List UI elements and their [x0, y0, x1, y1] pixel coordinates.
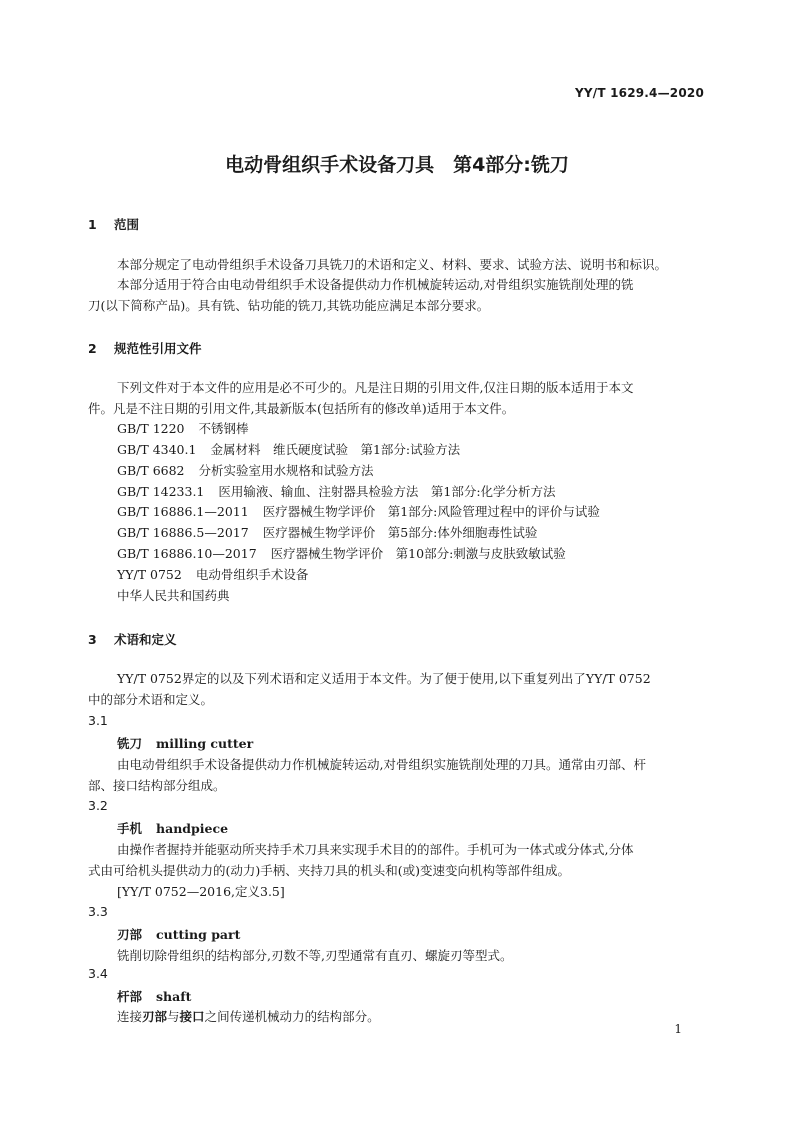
term-number: 3.3: [88, 904, 108, 919]
reference-item: [117, 419, 249, 439]
paragraph-line: 中的部分术语和定义。: [88, 692, 214, 707]
reference-title: 金属材料 维氏硬度试验 第1部分:试验方法: [210, 442, 461, 457]
reference-title: 医疗器械生物学评价 第10部分:刺激与皮肤致敏试验: [270, 546, 566, 561]
definition-text: 之间传递机械动力的结构部分。: [204, 1009, 380, 1024]
section-1-heading: [88, 215, 139, 233]
term-definition-line: 铣削切除骨组织的结构部分,刃数不等,刃型通常有直刃、螺旋刃等型式。: [117, 948, 513, 963]
paragraph-line: 本部分适用于符合由电动骨组织手术设备提供动力作机械旋转运动,对骨组织实施铣削处理的铣: [117, 277, 634, 292]
term-definition-line: 部、接口结构部分组成。: [88, 778, 226, 793]
reference-item: [117, 502, 600, 522]
term-en: cutting part: [156, 927, 241, 942]
standard-code: YY/T 1629.4—2020: [574, 86, 704, 100]
reference-item: [117, 523, 537, 543]
reference-title: 不锈钢棒: [198, 421, 249, 436]
term-en: milling cutter: [156, 736, 254, 751]
reference-item: [117, 440, 460, 460]
definition-text: 与: [167, 1009, 180, 1024]
term-entry: [117, 987, 191, 1005]
paragraph-line: 件。凡是不注日期的引用文件,其最新版本(包括所有的修改单)适用于本文件。: [88, 401, 515, 416]
reference-title: 电动骨组织手术设备: [195, 567, 309, 582]
reference-item: [117, 586, 230, 606]
reference-item: [117, 482, 556, 502]
term-en: shaft: [156, 989, 192, 1004]
term-en: handpiece: [156, 821, 229, 836]
paragraph-line: 下列文件对于本文件的应用是必不可少的。凡是注日期的引用文件,仅注日期的版本适用于本文: [117, 380, 634, 395]
reference-item: [117, 565, 308, 585]
section-title: 规范性引用文件: [114, 341, 202, 356]
page-number: 1: [674, 1022, 682, 1036]
term-zh: 杆部: [117, 989, 143, 1004]
section-number: 1: [88, 217, 97, 232]
reference-code: GB/T 16886.1—2011: [117, 504, 249, 519]
section-title: 范围: [114, 217, 140, 232]
term-entry: [117, 819, 228, 837]
reference-item: [117, 461, 374, 481]
reference-code: GB/T 1220: [117, 421, 185, 436]
reference-title: 医疗器械生物学评价 第1部分:风险管理过程中的评价与试验: [262, 504, 600, 519]
reference-title: 分析实验室用水规格和试验方法: [198, 463, 374, 478]
term-definition-line: 由电动骨组织手术设备提供动力作机械旋转运动,对骨组织实施铣削处理的刀具。通常由刃部、杆: [117, 757, 646, 772]
term-zh: 手机: [117, 821, 143, 836]
reference-code: GB/T 14233.1: [117, 484, 205, 499]
term-zh: 刃部: [117, 927, 143, 942]
paragraph: 本部分规定了电动骨组织手术设备刀具铣刀的术语和定义、材料、要求、试验方法、说明书和标识。: [117, 257, 668, 272]
reference-title: 中华人民共和国药典: [117, 588, 230, 603]
section-3-heading: [88, 630, 177, 648]
term-definition-line: 由操作者握持并能驱动所夹持手术刀具来实现手术目的的部件。手机可为一体式或分体式,分体: [117, 842, 634, 857]
term-number: 3.4: [88, 966, 108, 981]
term-number: 3.1: [88, 713, 108, 728]
term-entry: [117, 925, 240, 943]
reference-code: GB/T 4340.1: [117, 442, 197, 457]
term-definition-line: [117, 1007, 380, 1027]
term-reference: 刃部: [142, 1009, 168, 1024]
definition-text: 连接: [117, 1009, 143, 1024]
section-number: 2: [88, 341, 97, 356]
term-zh: 铣刀: [117, 736, 143, 751]
reference-title: 医疗器械生物学评价 第5部分:体外细胞毒性试验: [262, 525, 538, 540]
section-2-heading: [88, 339, 202, 357]
term-number: 3.2: [88, 798, 108, 813]
paragraph-line: YY/T 0752界定的以及下列术语和定义适用于本文件。为了便于使用,以下重复列出了YY/T 0752: [117, 671, 651, 686]
paragraph-line: 刀(以下简称产品)。具有铣、钻功能的铣刀,其铣功能应满足本部分要求。: [88, 298, 490, 313]
section-number: 3: [88, 632, 97, 647]
reference-code: YY/T 0752: [117, 567, 182, 582]
term-reference: 接口: [179, 1009, 205, 1024]
term-definition-line: 式由可给机头提供动力的(动力)手柄、夹持刀具的机头和(或)变速变向机构等部件组成。: [88, 863, 571, 878]
reference-item: [117, 544, 566, 564]
term-source: [YY/T 0752—2016,定义3.5]: [117, 884, 285, 899]
reference-code: GB/T 16886.10—2017: [117, 546, 257, 561]
term-entry: [117, 734, 253, 752]
reference-title: 医用输液、输血、注射器具检验方法 第1部分:化学分析方法: [218, 484, 556, 499]
section-title: 术语和定义: [114, 632, 177, 647]
reference-code: GB/T 6682: [117, 463, 185, 478]
document-title: 电动骨组织手术设备刀具 第4部分:铣刀: [225, 154, 569, 176]
reference-code: GB/T 16886.5—2017: [117, 525, 249, 540]
